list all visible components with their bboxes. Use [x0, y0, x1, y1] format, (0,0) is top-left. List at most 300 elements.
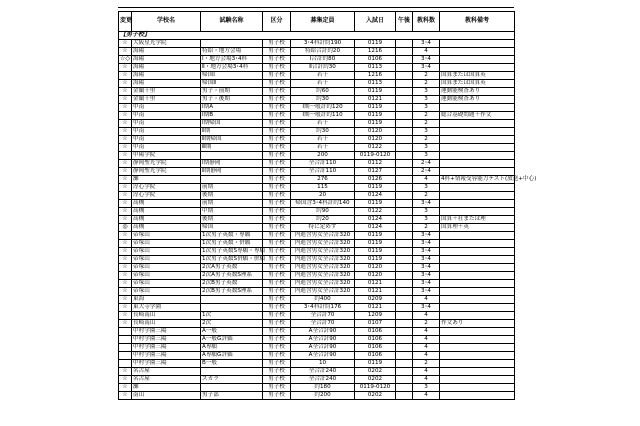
change-mark-cell: ☆: [119, 216, 132, 224]
subject-count-cell: 3･4: [413, 248, 440, 256]
exam-date-cell: 0119: [355, 112, 396, 120]
capacity-cell: A全合計90: [291, 328, 355, 336]
exam-name-cell: 1次: [201, 312, 263, 320]
table-row: [119, 96, 515, 104]
school-name-cell: 甲南: [132, 120, 201, 128]
category-cell: 男子校: [263, 184, 291, 192]
header-exam-date: 入試日: [355, 12, 396, 32]
change-mark-cell: ☆: [119, 96, 132, 104]
school-name-cell: 海陽: [132, 80, 201, 88]
school-name-cell: 帝塚山: [132, 264, 201, 272]
subject-notes-cell: [440, 328, 515, 336]
capacity-cell: 若干: [291, 72, 355, 80]
exam-name-cell: [201, 152, 263, 160]
table-row: [119, 272, 515, 280]
category-cell: 男子校: [263, 232, 291, 240]
subject-notes-cell: [440, 392, 515, 400]
category-cell: 男子校: [263, 64, 291, 72]
category-cell: 男子校: [263, 128, 291, 136]
subject-count-cell: 4: [413, 48, 440, 56]
afternoon-cell: [396, 72, 413, 80]
exam-date-cell: 0122: [355, 144, 396, 152]
subject-count-cell: 2: [413, 360, 440, 368]
exam-date-cell: 0120: [355, 128, 396, 136]
exam-name-cell: [201, 384, 263, 392]
school-name-cell: 高槻: [132, 200, 201, 208]
table-row: [119, 80, 515, 88]
exam-date-cell: 0121: [355, 280, 396, 288]
afternoon-cell: [396, 144, 413, 152]
category-cell: 男子校: [263, 208, 291, 216]
category-cell: 男子校: [263, 56, 291, 64]
exam-date-cell: 0106: [355, 344, 396, 352]
afternoon-cell: [396, 128, 413, 136]
category-cell: 男子校: [263, 192, 291, 200]
subject-count-cell: 3･4: [413, 240, 440, 248]
subject-count-cell: 3: [413, 104, 440, 112]
capacity-cell: Ⅰ期一般計約120: [291, 104, 355, 112]
change-mark-cell: ☆: [119, 112, 132, 120]
capacity-cell: 約30: [291, 128, 355, 136]
table-row: [119, 320, 515, 328]
school-name-cell: 中村学園三陽: [132, 336, 201, 344]
capacity-cell: 内進含男女全合計320: [291, 264, 355, 272]
category-cell: 男子校: [263, 256, 291, 264]
header-row: [119, 12, 515, 32]
exam-date-cell: 1209: [355, 312, 396, 320]
exam-name-cell: 1次男子英数S専願・専願: [202, 248, 266, 255]
subject-notes-cell: [440, 168, 515, 176]
afternoon-cell: [396, 200, 413, 208]
category-cell: 男子校: [263, 104, 291, 112]
category-cell: 男子校: [263, 352, 291, 360]
table-row: [119, 224, 515, 232]
capacity-cell: 全合計70: [291, 320, 355, 328]
exam-name-cell: 帰国: [201, 224, 263, 232]
subject-notes-cell: [440, 120, 515, 128]
category-cell: 男子校: [263, 320, 291, 328]
subject-notes-cell: [440, 368, 515, 376]
afternoon-cell: [396, 88, 413, 96]
capacity-cell: 3･4科計約190: [291, 40, 355, 48]
subject-notes-cell: [440, 152, 515, 160]
change-mark-cell: ☆: [119, 40, 132, 48]
category-cell: 男子校: [263, 264, 291, 272]
subject-count-cell: 3･4: [413, 288, 440, 296]
capacity-cell: 全合計240: [291, 376, 355, 384]
school-name-cell: 高槻: [132, 216, 201, 224]
change-mark-cell: ☆: [119, 376, 132, 384]
table-row: [119, 232, 515, 240]
capacity-cell: 全合計70: [291, 312, 355, 320]
table-row: [119, 152, 515, 160]
subject-notes-cell: 国算または国算英: [440, 72, 515, 80]
exam-date-cell: 0120: [355, 272, 396, 280]
exam-date-cell: 0124: [355, 216, 396, 224]
capacity-cell: 内進含男女全合計320: [291, 272, 355, 280]
afternoon-cell: [396, 272, 413, 280]
subject-count-cell: 3･4: [413, 64, 440, 72]
category-cell: 男子校: [263, 344, 291, 352]
afternoon-cell: [396, 320, 413, 328]
afternoon-cell: [396, 112, 413, 120]
capacity-cell: 若干: [291, 136, 355, 144]
subject-notes-cell: 国算または国算英: [440, 80, 515, 88]
subject-notes-cell: 作文あり: [440, 320, 515, 328]
exam-name-cell: 男子部: [201, 392, 263, 400]
afternoon-cell: [396, 176, 413, 184]
subject-notes-cell: [440, 264, 515, 272]
subject-count-cell: 4: [413, 344, 440, 352]
exam-name-cell: スカラ: [201, 376, 263, 384]
afternoon-cell: [396, 40, 413, 48]
exam-date-cell: 0107: [355, 320, 396, 328]
table-row: [119, 240, 515, 248]
exam-name-cell: 男子・後期: [201, 96, 263, 104]
school-name-cell: 淳心学院: [132, 192, 201, 200]
school-name-cell: 金蘭千里: [132, 88, 201, 96]
subject-count-cell: 3･4: [413, 56, 440, 64]
school-name-cell: 甲南: [132, 136, 201, 144]
subject-count-cell: 3: [413, 144, 440, 152]
subject-count-cell: 3･4: [413, 280, 440, 288]
category-cell: 男子校: [263, 392, 291, 400]
table-row: [119, 48, 515, 56]
exam-name-cell: 中期: [201, 208, 263, 216]
capacity-cell: 約200: [291, 392, 355, 400]
subject-notes-cell: [440, 288, 515, 296]
exam-name-cell: Ⅰ期B: [201, 112, 263, 120]
table-row: [119, 200, 515, 208]
table-row: [119, 368, 515, 376]
exam-name-cell: Ⅲ期: [201, 144, 263, 152]
change-mark-cell: ☆: [119, 392, 132, 400]
category-cell: 男子校: [263, 216, 291, 224]
subject-count-cell: 2: [413, 192, 440, 200]
category-cell: 男子校: [263, 240, 291, 248]
school-name-cell: 南山: [132, 392, 201, 400]
subject-count-cell: 4: [413, 392, 440, 400]
afternoon-cell: [396, 48, 413, 56]
subject-count-cell: 3: [413, 128, 440, 136]
school-name-cell: 帝塚山: [132, 256, 201, 264]
subject-notes-cell: [440, 312, 515, 320]
exam-date-cell: 0121: [355, 304, 396, 312]
exam-date-cell: 0119: [355, 200, 396, 208]
category-cell: 男子校: [263, 272, 291, 280]
subject-count-cell: 3･4: [413, 304, 440, 312]
subject-count-cell: 4: [413, 176, 440, 184]
exam-date-cell: 0119: [355, 184, 396, 192]
exam-name-cell: 帰国Ⅱ: [201, 80, 263, 88]
subject-notes-cell: [440, 160, 515, 168]
subject-notes-cell: [440, 344, 515, 352]
change-mark-cell: ☆: [119, 120, 132, 128]
subject-count-cell: 3: [413, 216, 440, 224]
subject-notes-cell: [440, 248, 515, 256]
change-mark-cell: [119, 328, 132, 336]
capacity-cell: A全合計90: [291, 344, 355, 352]
subject-notes-cell: 国算＋社または理: [440, 216, 515, 224]
change-mark-cell: ☆: [119, 264, 132, 272]
exam-date-cell: 0127: [355, 168, 396, 176]
exam-name-cell: [201, 296, 263, 304]
exam-date-cell: 0121: [355, 288, 396, 296]
change-mark-cell: ☆: [119, 368, 132, 376]
afternoon-cell: [396, 168, 413, 176]
exam-date-cell: 1216: [355, 48, 396, 56]
category-cell: 男子校: [263, 384, 291, 392]
school-name-cell: 甲南: [132, 112, 201, 120]
afternoon-cell: [396, 224, 413, 232]
afternoon-cell: [396, 232, 413, 240]
capacity-cell: 約90: [291, 208, 355, 216]
school-name-cell: 中村学園三陽: [132, 328, 201, 336]
school-name-cell: 甲南: [132, 104, 201, 112]
subject-count-cell: 2: [413, 136, 440, 144]
change-mark-cell: ☆: [119, 320, 132, 328]
exam-name-cell: Ⅱ期: [201, 128, 263, 136]
change-mark-cell: ☆: [119, 200, 132, 208]
subject-count-cell: 3･4: [413, 40, 440, 48]
exam-name-cell: [201, 40, 263, 48]
exam-name-cell: A専願: [201, 344, 263, 352]
table-row: [119, 336, 515, 344]
category-cell: 男子校: [263, 296, 291, 304]
change-mark-cell: ☆: [119, 208, 132, 216]
exam-name-cell: Ⅱ期静岡: [201, 168, 263, 176]
table-row: [119, 136, 515, 144]
category-cell: 男子校: [263, 288, 291, 296]
exam-date-cell: 0106: [355, 336, 396, 344]
afternoon-cell: [396, 240, 413, 248]
exam-date-cell: 0119-0120: [355, 384, 396, 392]
school-name-cell: 甲南: [132, 128, 201, 136]
afternoon-cell: [396, 280, 413, 288]
subject-notes-cell: 国算理＋英: [440, 224, 515, 232]
capacity-cell: 全合計110: [291, 160, 355, 168]
table-row: [119, 216, 515, 224]
school-name-cell: 帝塚山: [132, 240, 201, 248]
subject-count-cell: 2: [413, 320, 440, 328]
exam-date-cell: 0113: [355, 64, 396, 72]
afternoon-cell: [396, 248, 413, 256]
school-name-cell: 名古屋: [132, 376, 201, 384]
header-change: 変更: [119, 12, 132, 32]
change-mark-cell: ☆◇: [120, 55, 130, 63]
change-mark-cell: ☆: [119, 104, 132, 112]
change-mark-cell: ☆: [119, 296, 132, 304]
change-mark-cell: ☆: [119, 384, 132, 392]
table-row: [119, 168, 515, 176]
subject-count-cell: 2･4: [413, 160, 440, 168]
change-mark-cell: ☆: [119, 232, 132, 240]
table-row: [119, 128, 515, 136]
subject-notes-cell: [440, 40, 515, 48]
school-name-cell: 淳心学院: [132, 184, 201, 192]
afternoon-cell: [396, 368, 413, 376]
header-subject-notes: 教科備考: [440, 12, 515, 32]
table-row: [119, 296, 515, 304]
change-mark-cell: ☆: [119, 176, 132, 184]
exam-name-cell: Ⅰ期静岡: [201, 160, 263, 168]
change-mark-cell: ☆: [119, 144, 132, 152]
change-mark-cell: ☆: [119, 136, 132, 144]
afternoon-cell: [396, 120, 413, 128]
capacity-cell: 内進含男女全合計320: [291, 256, 355, 264]
category-cell: 男子校: [263, 336, 291, 344]
change-mark-cell: ☆: [119, 160, 132, 168]
capacity-cell: A全合計90: [291, 352, 355, 360]
exam-date-cell: 0112: [355, 160, 396, 168]
table-row: [119, 264, 515, 272]
subject-count-cell: 4: [413, 296, 440, 304]
top-rule: [118, 7, 514, 8]
table-row: [119, 344, 515, 352]
capacity-cell: 全合計110: [291, 168, 355, 176]
change-mark-cell: ◎: [119, 224, 132, 232]
header-capacity: 募集定員: [291, 12, 355, 32]
school-name-cell: 海陽: [132, 48, 201, 56]
school-name-cell: 長崎南山: [132, 312, 201, 320]
category-cell: 男子校: [263, 120, 291, 128]
exam-date-cell: 0119-0120: [355, 152, 396, 160]
subject-notes-cell: [440, 280, 515, 288]
school-name-cell: 中村学園三陽: [132, 344, 201, 352]
exam-name-cell: 2次A男子英数S理系: [201, 272, 263, 280]
subject-count-cell: 2: [413, 224, 440, 232]
change-mark-cell: [119, 352, 132, 360]
change-mark-cell: ☆: [119, 48, 132, 56]
exam-date-cell: 0119: [355, 232, 396, 240]
subject-notes-cell: [440, 360, 515, 368]
category-cell: 男子校: [263, 112, 291, 120]
table-row: [119, 384, 515, 392]
exam-name-cell: 2次B男子英数: [201, 280, 263, 288]
exam-name-cell: 1次男子英数・併願: [201, 240, 263, 248]
afternoon-cell: [396, 64, 413, 72]
exam-name-cell: 特給・地方会場: [201, 48, 263, 56]
subject-notes-cell: [440, 272, 515, 280]
table-row: [119, 184, 515, 192]
change-mark-cell: ☆: [119, 312, 132, 320]
capacity-cell: 帰国含3･4科計約140: [291, 200, 355, 208]
table-row: [119, 280, 515, 288]
change-mark-cell: ☆: [119, 152, 132, 160]
subject-notes-cell: 4科+情報受容能力テスト(放送+中心): [441, 176, 537, 183]
exam-name-cell: 帰国Ⅰ: [201, 72, 263, 80]
exam-date-cell: 0202: [355, 376, 396, 384]
afternoon-cell: [396, 264, 413, 272]
subject-notes-cell: [440, 208, 515, 216]
subject-notes-cell: [440, 144, 515, 152]
category-cell: 男子校: [263, 368, 291, 376]
exam-name-cell: 男子・前期: [201, 88, 263, 96]
exam-name-cell: Ⅰ・地方会場3･4科: [201, 56, 263, 64]
exam-name-cell: 1次男子英数・専願: [201, 232, 263, 240]
school-name-cell: 甲南: [132, 144, 201, 152]
category-cell: 男子校: [263, 136, 291, 144]
exam-name-cell: 2次A男子英数: [201, 264, 263, 272]
category-cell: 男子校: [263, 152, 291, 160]
subject-count-cell: 3: [413, 184, 440, 192]
change-mark-cell: ☆: [119, 184, 132, 192]
category-cell: 男子校: [263, 304, 291, 312]
change-mark-cell: ☆: [119, 128, 132, 136]
change-mark-cell: ☆: [119, 248, 132, 256]
subject-notes-cell: [440, 304, 515, 312]
exam-name-cell: 2次B男子英数S理系: [201, 288, 263, 296]
capacity-cell: 若干: [291, 80, 355, 88]
subject-count-cell: 3･4: [413, 272, 440, 280]
exam-date-cell: 0119: [355, 240, 396, 248]
exam-name-cell: Ⅱ期帰国: [201, 136, 263, 144]
capacity-cell: 3･4科計約176: [291, 304, 355, 312]
school-name-cell: 名古屋: [132, 368, 201, 376]
school-name-cell: 高槻: [132, 224, 201, 232]
change-mark-cell: ☆: [119, 272, 132, 280]
category-cell: 男子校: [263, 248, 291, 256]
exam-date-cell: 0124: [355, 224, 396, 232]
exam-date-cell: 1216: [355, 72, 396, 80]
afternoon-cell: [396, 152, 413, 160]
table-row: [119, 104, 515, 112]
exam-name-cell: 2次: [201, 320, 263, 328]
table-row: [119, 376, 515, 384]
afternoon-cell: [396, 96, 413, 104]
change-mark-cell: ☆: [119, 288, 132, 296]
category-cell: 男子校: [263, 88, 291, 96]
exam-date-cell: 0119: [355, 104, 396, 112]
table-row: [119, 352, 515, 360]
exam-name-cell: Ⅰ期A: [201, 104, 263, 112]
exam-name-cell: 後期: [201, 192, 263, 200]
category-cell: 男子校: [263, 168, 291, 176]
school-name-cell: 東海: [132, 296, 201, 304]
subject-notes-cell: [440, 192, 515, 200]
category-cell: 男子校: [263, 40, 291, 48]
subject-notes-cell: [440, 200, 515, 208]
section-row: [119, 32, 515, 40]
exam-date-cell: 0119: [355, 256, 396, 264]
capacity-cell: Ⅰ合計約80: [291, 56, 355, 64]
school-name-cell: 静岡聖光学院: [132, 168, 201, 176]
table-row: [119, 64, 515, 72]
table-row: [119, 144, 515, 152]
change-mark-cell: ☆: [119, 88, 132, 96]
afternoon-cell: [396, 216, 413, 224]
subject-count-cell: 3: [413, 384, 440, 392]
exam-name-cell: [201, 176, 263, 184]
school-name-cell: 甲陽学院: [132, 152, 201, 160]
school-name-cell: 長崎南山: [132, 320, 201, 328]
capacity-cell: Ⅰ期一般計約110: [291, 112, 355, 120]
capacity-cell: 内進含男女全合計320: [291, 248, 355, 256]
capacity-cell: 約400: [291, 296, 355, 304]
subject-notes-cell: 総合基礎問題＋作文: [440, 112, 515, 120]
subject-count-cell: 4: [413, 328, 440, 336]
change-mark-cell: ☆: [119, 192, 132, 200]
capacity-cell: 約20: [291, 216, 355, 224]
capacity-cell: 約30: [291, 96, 355, 104]
school-name-cell: 帝塚山: [132, 248, 201, 256]
school-name-cell: 東大寺学園: [132, 304, 201, 312]
subject-count-cell: 3･4: [413, 200, 440, 208]
exam-name-cell: 前期: [201, 200, 263, 208]
exam-date-cell: 0126: [355, 176, 396, 184]
exam-date-cell: 0202: [355, 368, 396, 376]
table-row: [119, 176, 515, 184]
